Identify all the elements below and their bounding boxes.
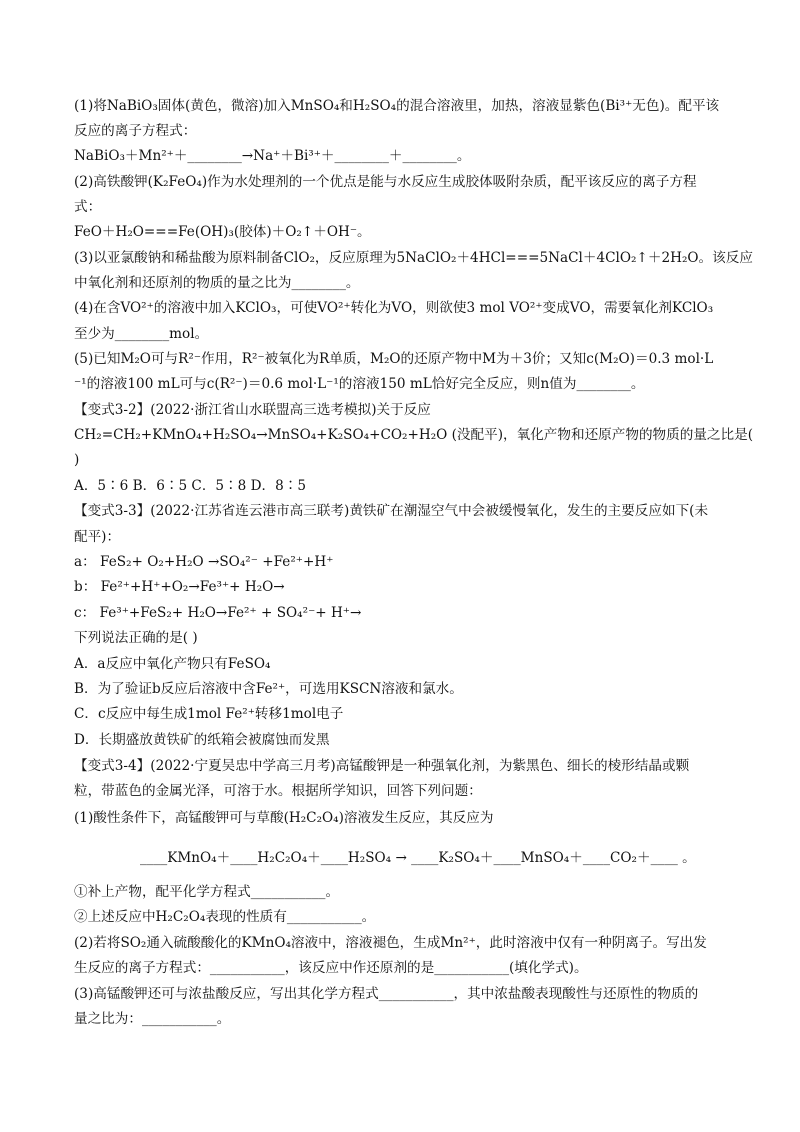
section-heading: 【变式3-3】(2022·江苏省连云港市高三联考)黄铁矿在潮湿空气中会被缓慢氧化，发生的主要反应如下(未 <box>74 503 709 519</box>
text-line: 下列说法正确的是( ) <box>74 630 198 646</box>
text-line: (2)高铁酸钾(K₂FeO₄)作为水处理剂的一个优点是能与水反应生成胶体吸附杂质，配平该反应的离子方程 <box>74 174 697 190</box>
text-line: ) <box>74 452 80 468</box>
centered-equation: ____KMnO₄＋____H₂C₂O₄＋____H₂SO₄ → ____K₂SO₄＋____MnSO₄＋____CO₂＋____ 。 <box>140 850 696 866</box>
text-line: (4)在含VO²⁺的溶液中加入KClO₃，可使VO²⁺转化为VO，则欲使3 mol VO²⁺变成VO，需要氧化剂KClO₃ <box>74 300 714 316</box>
text-line: 至少为________mol。 <box>74 326 209 342</box>
reaction-a: a： FeS₂+ O₂+H₂O →SO₄²⁻ +Fe²⁺+H⁺ <box>74 554 334 570</box>
text-line: (1)将NaBiO₃固体(黄色，微溶)加入MnSO₄和H₂SO₄的混合溶液里，加热，溶液显紫色(Bi³⁺无色)。配平该 <box>74 98 720 114</box>
reaction-c: c： Fe³⁺+FeS₂+ H₂O→Fe²⁺ + SO₄²⁻+ H⁺→ <box>74 605 362 621</box>
section-heading: 【变式3-2】(2022·浙江省山水联盟高三选考模拟)关于反应 <box>74 402 431 418</box>
text-line: ②上述反应中H₂C₂O₄表现的性质有___________。 <box>74 909 376 925</box>
option-d: D．长期盛放黄铁矿的纸箱会被腐蚀而发黑 <box>74 732 330 748</box>
option-b: B．为了验证b反应后溶液中含Fe²⁺，可选用KSCN溶液和氯水。 <box>74 681 463 697</box>
text-line: (3)高锰酸钾还可与浓盐酸反应，写出其化学方程式___________，其中浓盐酸表现酸性与还原性的物质的 <box>74 986 699 1002</box>
text-line: (5)已知M₂O可与R²⁻作用，R²⁻被氧化为R单质，M₂O的还原产物中M为＋3价；又知c(M₂O)＝0.3 mol·L <box>74 351 714 367</box>
text-line: (2)若将SO₂通入硫酸酸化的KMnO₄溶液中，溶液褪色，生成Mn²⁺，此时溶液中仅有一种阴离子。写出发 <box>74 935 707 951</box>
text-line: 生反应的离子方程式：___________，该反应中作还原剂的是___________(填化学式)。 <box>74 960 588 976</box>
text-line: (3)以亚氯酸钠和稀盐酸为原料制备ClO₂，反应原理为5NaClO₂＋4HCl===5NaCl＋4ClO₂↑＋2H₂O。该反应 <box>74 250 753 266</box>
reaction-b: b： Fe²⁺+H⁺+O₂→Fe³⁺+ H₂O→ <box>74 579 285 595</box>
option-c: C．c反应中每生成1mol Fe²⁺转移1mol电子 <box>74 706 344 722</box>
text-line: 粒，带蓝色的金属光泽，可溶于水。根据所学知识，回答下列问题： <box>74 783 482 799</box>
text-line: (1)酸性条件下，高锰酸钾可与草酸(H₂C₂O₄)溶液发生反应，其反应为 <box>74 810 494 826</box>
text-line: ①补上产物，配平化学方程式___________。 <box>74 884 340 900</box>
equation-line: NaBiO₃＋Mn²⁺＋________→Na⁺＋Bi³⁺＋________＋________。 <box>74 148 471 164</box>
text-line: 中氧化剂和还原剂的物质的量之比为________。 <box>74 275 360 291</box>
text-line: 反应的离子方程式： <box>74 123 197 139</box>
answer-options: A．5∶6 B．6∶5 C．5∶8 D．8∶5 <box>74 478 307 494</box>
text-line: 配平)： <box>74 529 121 545</box>
text-line: ⁻¹的溶液100 mL可与c(R²⁻)＝0.6 mol·L⁻¹的溶液150 mL恰好完全反应，则n值为________。 <box>74 376 645 392</box>
section-heading: 【变式3-4】(2022·宁夏吴忠中学高三月考)高锰酸钾是一种强氧化剂，为紫黑色、细长的棱形结晶或颗 <box>74 758 690 774</box>
text-line: 式： <box>74 199 102 215</box>
text-line: 量之比为：___________。 <box>74 1011 231 1027</box>
equation-line: CH₂=CH₂+KMnO₄+H₂SO₄→MnSO₄+K₂SO₄+CO₂+H₂O (没配平)，氧化产物和还原产物的物质的量之比是( <box>74 427 754 443</box>
option-a: A．a反应中氧化产物只有FeSO₄ <box>74 656 271 672</box>
equation-line: FeO＋H₂O===Fe(OH)₃(胶体)＋O₂↑＋OH⁻。 <box>74 224 371 240</box>
